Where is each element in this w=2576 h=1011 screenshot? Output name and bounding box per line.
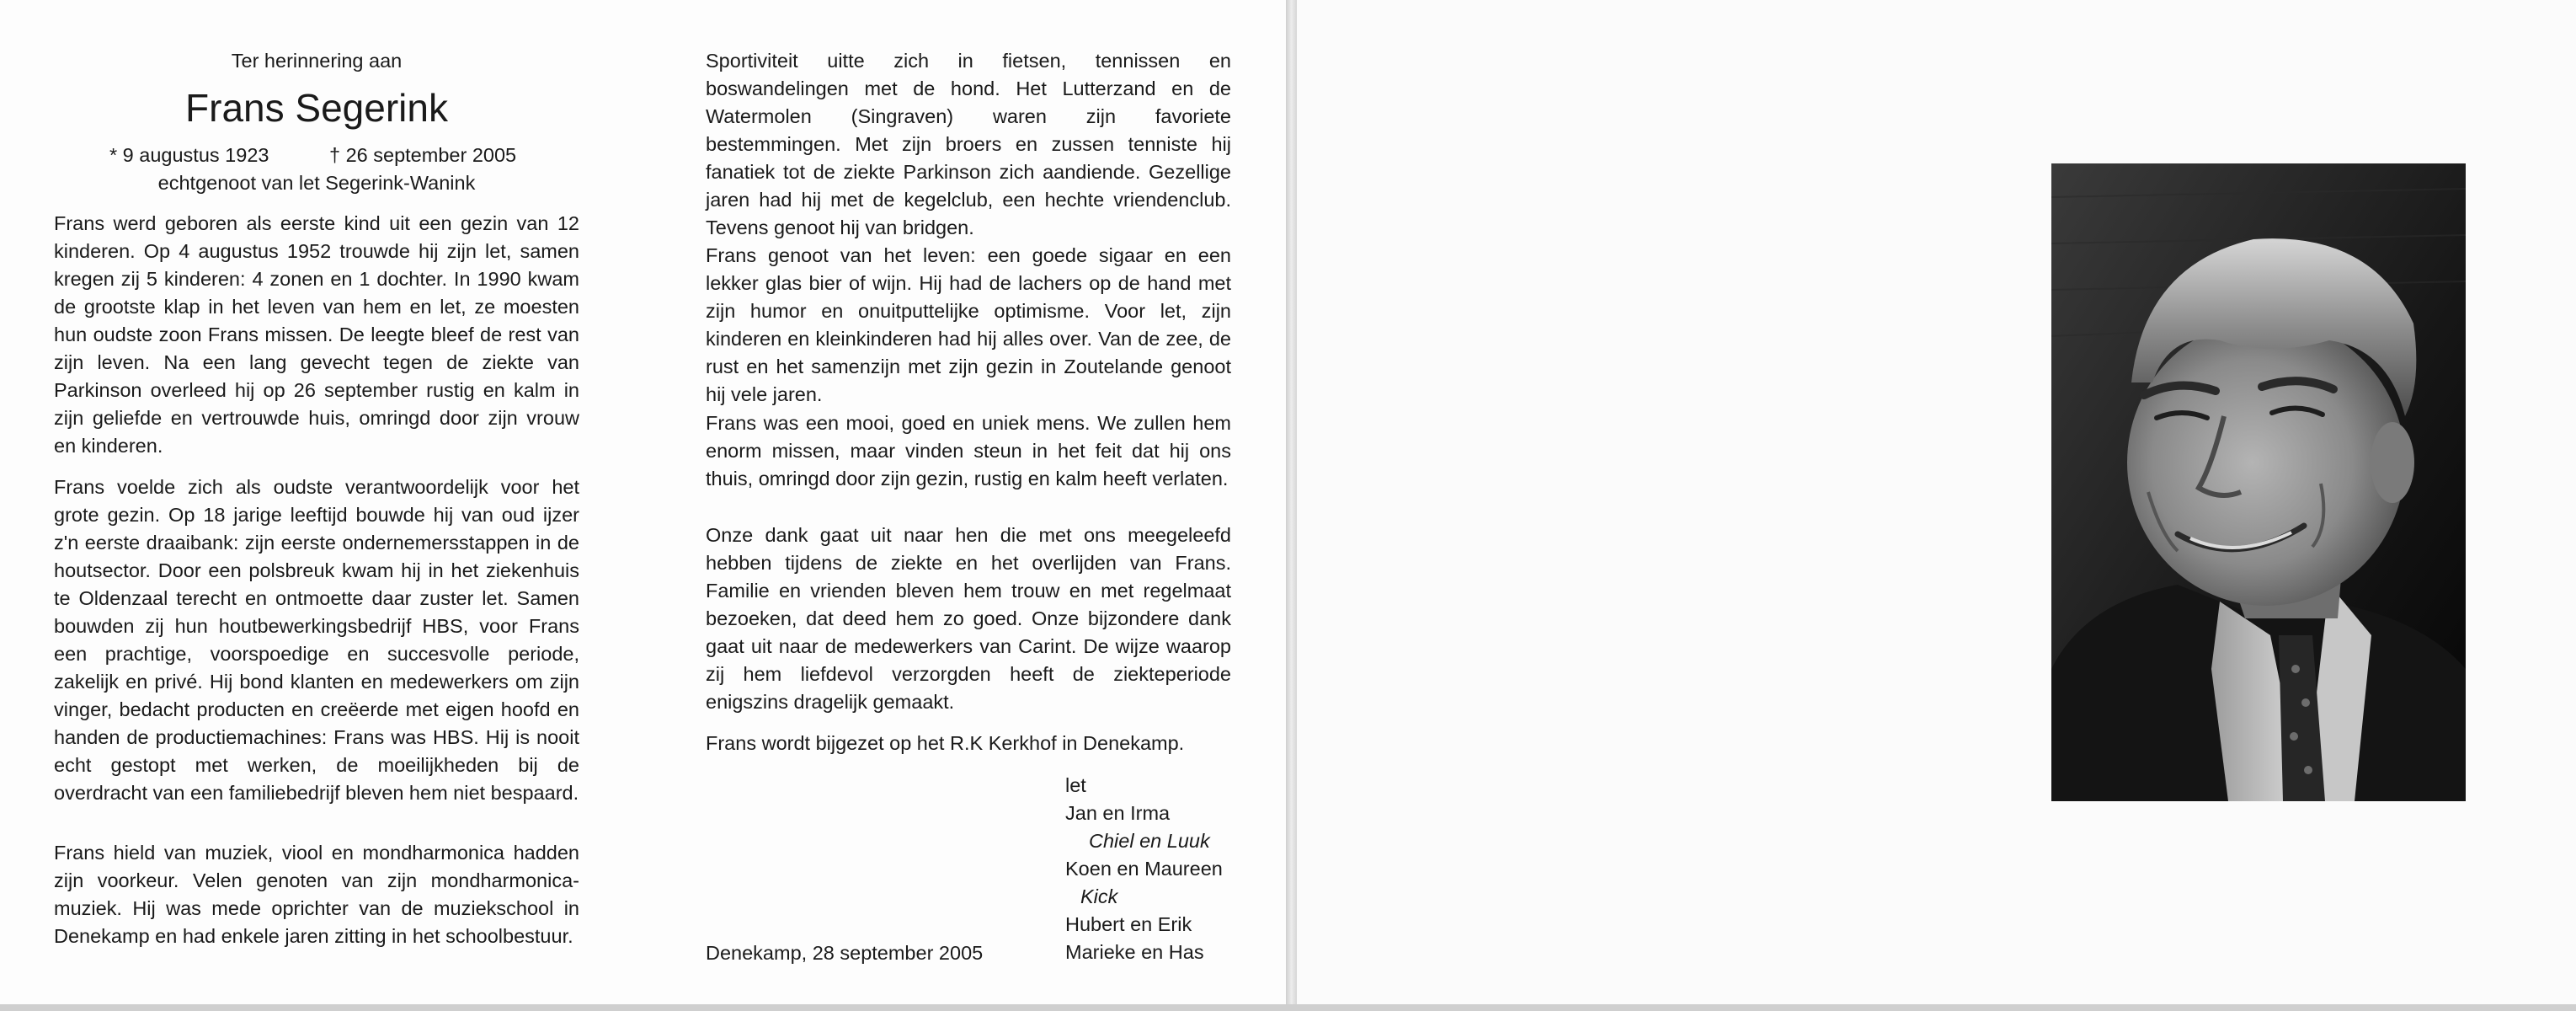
place-date: Denekamp, 28 september 2005: [706, 942, 984, 964]
family-signatures: [1065, 772, 1284, 966]
card-inner-page: [0, 0, 1286, 1004]
paragraph: Frans was een mooi, goed en uniek mens. We zullen hem enorm missen, maar vinden steun in het feit dat hij ons thuis, omringd door zijn gezin, rustig en kalm heeft verlaten.: [706, 412, 1231, 489]
paragraph: Onze dank gaat uit naar hen die met ons meegeleefd hebben tijdens de ziekte en het overlijden van Frans. Familie en vrienden bleven hem trouw en met regelmaat bezoeken, dat deed hem zo goed. Onze bijzondere dank gaat uit naar de medewerkers van Carint. De wijze waarop zij hem liefdevol verzorgden heeft de ziekteperiode enigszins dragelijk gemaakt.: [706, 524, 1231, 713]
paragraph: Frans genoot van het leven: een goede sigaar en een lekker glas bier of wijn. Hij had de lachers op de hand met zijn humor en onuitputtelijke optimisme. Voor let, zijn kinderen en kleinkinderen had hij alles over. Van de zee, de rust en het samenzijn met zijn gezin in Zoutelande genoot hij vele jaren.: [706, 244, 1231, 405]
intro-text: Ter herinnering aan: [231, 50, 403, 72]
scan-edge: [0, 1004, 2576, 1011]
family-member: Koen en Maureen: [1065, 858, 1223, 880]
family-member: Marieke en Has: [1065, 941, 1204, 963]
card-fold: [1286, 0, 1297, 1011]
paragraph: Frans hield van muziek, viool en mondharmonica hadden zijn voorkeur. Velen genoten van zijn mondharmonica-muziek. Hij was mede oprichter van de muziekschool in Denekamp en had enkele jaren zitting in het schoolbestuur.: [54, 842, 579, 947]
burial-note: Frans wordt bijgezet op het R.K Kerkhof in Denekamp.: [706, 732, 1185, 754]
grandchildren: Kick: [1080, 885, 1118, 907]
paragraph: Frans voelde zich als oudste verantwoordelijk voor het grote gezin. Op 18 jarige leeftijd bouwde hij van oud ijzer z'n eerste draaibank: zijn eerste ondernemersstappen in de houtsector. Door een polsbreuk kwam hij in het ziekenhuis te Oldenzaal terecht en ontmoette daar zuster let. Samen bouwden zij hun houtbewerkingsbedrijf HBS, voor Frans een prachtige, voorspoedige en succesvolle periode, zakelijk en privé. Hij bond klanten en medewerkers om zijn vinger, bedacht producten en creëerde met eigen hoofd en handen de productiemachines: Frans was HBS. Hij is nooit echt gestopt met werken, de moeilijkheden bij de overdracht van een familiebedrijf bleven hem niet bespaard.: [54, 476, 579, 804]
death-date: † 26 september 2005: [329, 144, 517, 166]
life-dates: [54, 142, 579, 169]
family-member: Hubert en Erik: [1065, 913, 1192, 935]
portrait-photo: [2051, 163, 2466, 801]
spouse-line: echtgenoot van let Segerink-Wanink: [157, 172, 476, 194]
paragraph: Sportiviteit uitte zich in fietsen, tennissen en boswandelingen met de hond. Het Lutterzand en de Watermolen (Singraven) waren zijn favoriete bestemmingen. Met zijn broers en zussen tenniste hij fanatiek tot de ziekte Parkinson zich aandiende. Gezellige jaren had hij met de kegelclub, een hechte vriendenclub. Tevens genoot hij van bridgen.: [706, 50, 1231, 238]
portrait-image: [2051, 163, 2466, 801]
family-member: let: [1065, 774, 1086, 796]
deceased-name: Frans Segerink: [185, 86, 448, 130]
grandchildren: Chiel en Luuk: [1089, 830, 1210, 852]
family-member: Jan en Irma: [1065, 802, 1171, 824]
paragraph: Frans werd geboren als eerste kind uit een gezin van 12 kinderen. Op 4 augustus 1952 trouwde hij zijn let, samen kregen zij 5 kinderen: 4 zonen en 1 dochter. In 1990 kwam de grootste klap in het leven van hem en let, ze moesten hun oudste zoon Frans missen. De leegte bleef de rest van zijn leven. Na een lang gevecht tegen de ziekte van Parkinson overleed hij op 26 september rustig en kalm in zijn geliefde en vertrouwde huis, omringd door zijn vrouw en kinderen.: [54, 212, 579, 457]
birth-date: * 9 augustus 1923: [109, 144, 269, 166]
